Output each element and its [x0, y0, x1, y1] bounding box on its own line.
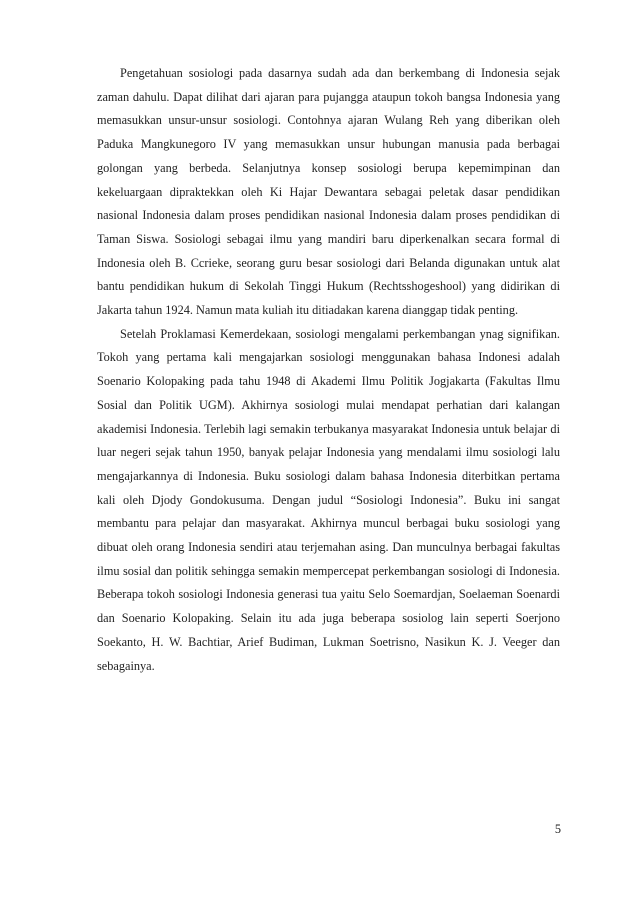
paragraph-1: Pengetahuan sosiologi pada dasarnya sudah ada dan berkembang di Indonesia sejak zaman dahulu. Dapat dilihat dari ajaran para pujangga ataupun tokoh bangsa Indonesia yang memasukkan unsur-unsur sosiologi. Contohnya ajaran Wulang Reh yang diberikan oleh Paduka Mangkunegoro IV yang memasukkan unsur hubungan manusia pada berbagai golongan yang berbeda. Selanjutnya konsep sosiologi berupa kepemimpinan dan kekeluargaan dipraktekkan oleh Ki Hajar Dewantara sebagai peletak dasar pendidikan nasional Indonesia dalam proses pendidikan nasional Indonesia dalam proses pendidikan di Taman Siswa. Sosiologi sebagai ilmu yang mandiri baru diperkenalkan secara formal di Indonesia oleh B. Ccrieke, seorang guru besar sosiologi dari Belanda digunakan untuk alat bantu pendidikan hukum di Sekolah Tinggi Hukum (Rechtsshogeshool) yang didirikan di Jakarta tahun 1924. Namun mata kuliah itu ditiadakan karena dianggap tidak penting.	[97, 66, 560, 318]
body-text	[97, 62, 560, 678]
paragraph-2: Setelah Proklamasi Kemerdekaan, sosiologi mengalami perkembangan ynag signifikan. Tokoh yang pertama kali mengajarkan sosiologi menggunakan bahasa Indonesi adalah Soenario Kolopaking pada tahu 1948 di Akademi Ilmu Politik Jogjakarta (Fakultas Ilmu Sosial dan Politik UGM). Akhirnya sosiologi mulai mendapat perhatian dari kalangan akademisi Indonesia. Terlebih lagi semakin terbukanya masyarakat Indonesia untuk belajar di luar negeri sejak tahun 1950, banyak pelajar Indonesia yang mendalami ilmu sosiologi lalu mengajarkannya di Indonesia. Buku sosiologi dalam bahasa Indonesia diterbitkan pertama kali oleh Djody Gondokusuma. Dengan judul “Sosiologi Indonesia”. Buku ini sangat membantu para pelajar dan masyarakat. Akhirnya muncul berbagai buku sosiologi yang dibuat oleh orang Indonesia sendiri atau terjemahan asing. Dan munculnya berbagai fakultas ilmu sosial dan politik sehingga semakin mempercepat perkembangan sosiologi di Indonesia. Beberapa tokoh sosiologi Indonesia generasi tua yaitu Selo Soemardjan, Soelaeman Soenardi dan Soenario Kolopaking. Selain itu ada juga beberapa sosiolog lain seperti Soerjono Soekanto, H. W. Bachtiar, Arief Budiman, Lukman Soetrisno, Nasikun K. J. Veeger dan sebagainya.	[97, 326, 560, 673]
page-number: 5	[554, 822, 561, 836]
